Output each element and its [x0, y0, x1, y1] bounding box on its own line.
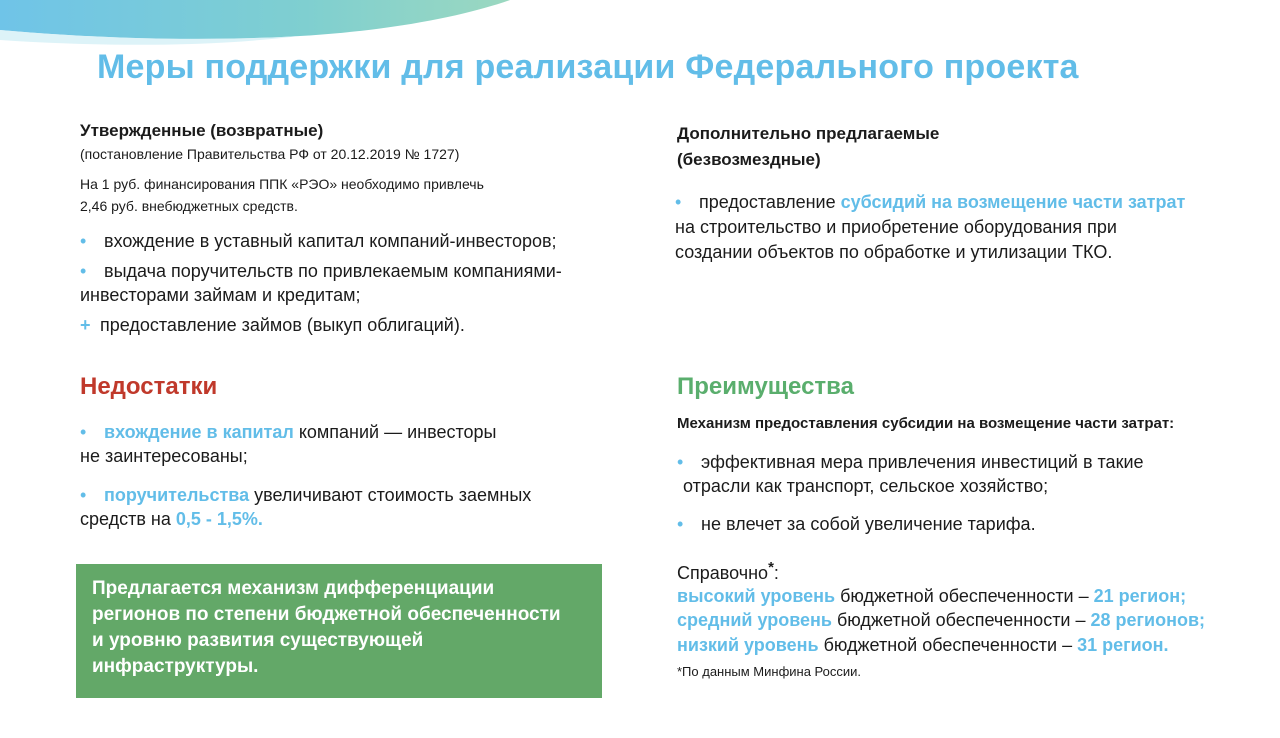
region-count: 21 регион; [1093, 586, 1187, 606]
region-count: 28 регионов; [1090, 610, 1206, 630]
bullet-text: компаний — инвесторы [293, 422, 497, 442]
reference-colon: : [773, 563, 779, 583]
bullet-text: увеличивают стоимость заемных [249, 485, 532, 505]
highlight-text: поручительства [104, 485, 250, 505]
reference-title-text: Справочно [677, 563, 769, 583]
page-title: Меры поддержки для реализации Федерального проекта [97, 48, 1079, 86]
bullet-dot: • [80, 231, 87, 251]
level-text: бюджетной обеспеченности – [818, 635, 1078, 655]
additional-bullet [675, 190, 1235, 265]
reference-title [677, 559, 779, 584]
proposal-line2: регионов по степени бюджетной обеспеченности [92, 604, 561, 625]
bullet-text-cont: инвесторами займам и кредитам; [80, 285, 361, 305]
approved-subheading: (постановление Правительства РФ от 20.12.2019 № 1727) [80, 146, 460, 162]
mechanism-heading: Механизм предоставления субсидии на возмещение части затрат: [677, 415, 1175, 432]
advantage-bullet-2 [677, 512, 1237, 536]
bullet-text-cont: не заинтересованы; [80, 446, 248, 466]
drawback-bullet-1 [80, 420, 580, 468]
additional-heading-line2: (безвозмездные) [677, 150, 821, 169]
advantage-bullet-1 [677, 450, 1237, 498]
proposal-line3: и уровню развития существующей [92, 630, 424, 651]
approved-bullet-3 [80, 313, 640, 337]
level-label: низкий уровень [677, 635, 819, 655]
bullet-text: выдача поручительств по привлекаемым компаниями- [104, 261, 562, 281]
approved-bullet-2 [80, 259, 640, 307]
additional-heading [677, 121, 939, 173]
footnote-mark: * [768, 559, 774, 576]
bullet-text-cont: на строительство и приобретение оборудования при [675, 217, 1117, 237]
approved-note-line1: На 1 руб. финансирования ППК «РЭО» необходимо привлечь [80, 176, 484, 192]
bullet-text: не влечет за собой увеличение тарифа. [701, 514, 1036, 534]
approved-note [80, 173, 580, 217]
highlight-text: субсидий на возмещение части затрат [840, 192, 1186, 212]
reference-row-medium [677, 608, 1205, 632]
region-count: 31 регион. [1077, 635, 1169, 655]
plus-marker: + [80, 315, 91, 335]
bullet-text-cont: отрасли как транспорт, сельское хозяйство; [683, 476, 1049, 496]
additional-heading-line1: Дополнительно предлагаемые [677, 124, 940, 143]
proposal-line1: Предлагается механизм дифференциации [92, 578, 495, 599]
level-label: высокий уровень [677, 586, 836, 606]
bullet-text: предоставление [699, 192, 841, 212]
bullet-dot: • [677, 452, 684, 472]
reference-row-low [677, 633, 1169, 657]
proposal-line4: инфраструктуры. [92, 656, 259, 677]
highlight-percent: 0,5 - 1,5%. [175, 509, 263, 529]
bullet-text: вхождение в уставный капитал компаний-инвесторов; [104, 231, 557, 251]
footnote: *По данным Минфина России. [677, 664, 862, 679]
bullet-text: эффективная мера привлечения инвестиций в такие [701, 452, 1144, 472]
bullet-text-cont: создании объектов по обработке и утилизации ТКО. [675, 242, 1113, 262]
drawbacks-heading: Недостатки [80, 373, 218, 400]
level-label: средний уровень [677, 610, 832, 630]
bullet-text: предоставление займов (выкуп облигаций). [100, 315, 465, 335]
advantages-heading: Преимущества [677, 373, 854, 400]
bullet-dot: • [675, 192, 682, 212]
bullet-dot: • [80, 261, 87, 281]
bullet-dot: • [80, 422, 87, 442]
approved-heading: Утвержденные (возвратные) [80, 121, 324, 140]
approved-bullet-1 [80, 229, 640, 253]
level-text: бюджетной обеспеченности – [832, 610, 1091, 630]
bullet-dot: • [80, 485, 87, 505]
proposal-box [76, 564, 602, 698]
highlight-text: вхождение в капитал [104, 422, 294, 442]
approved-note-line2: 2,46 руб. внебюджетных средств. [80, 198, 298, 214]
bullet-text-cont: средств на [80, 509, 176, 529]
reference-row-high [677, 584, 1186, 608]
bullet-dot: • [677, 514, 684, 534]
drawback-bullet-2 [80, 483, 600, 531]
level-text: бюджетной обеспеченности – [835, 586, 1094, 606]
